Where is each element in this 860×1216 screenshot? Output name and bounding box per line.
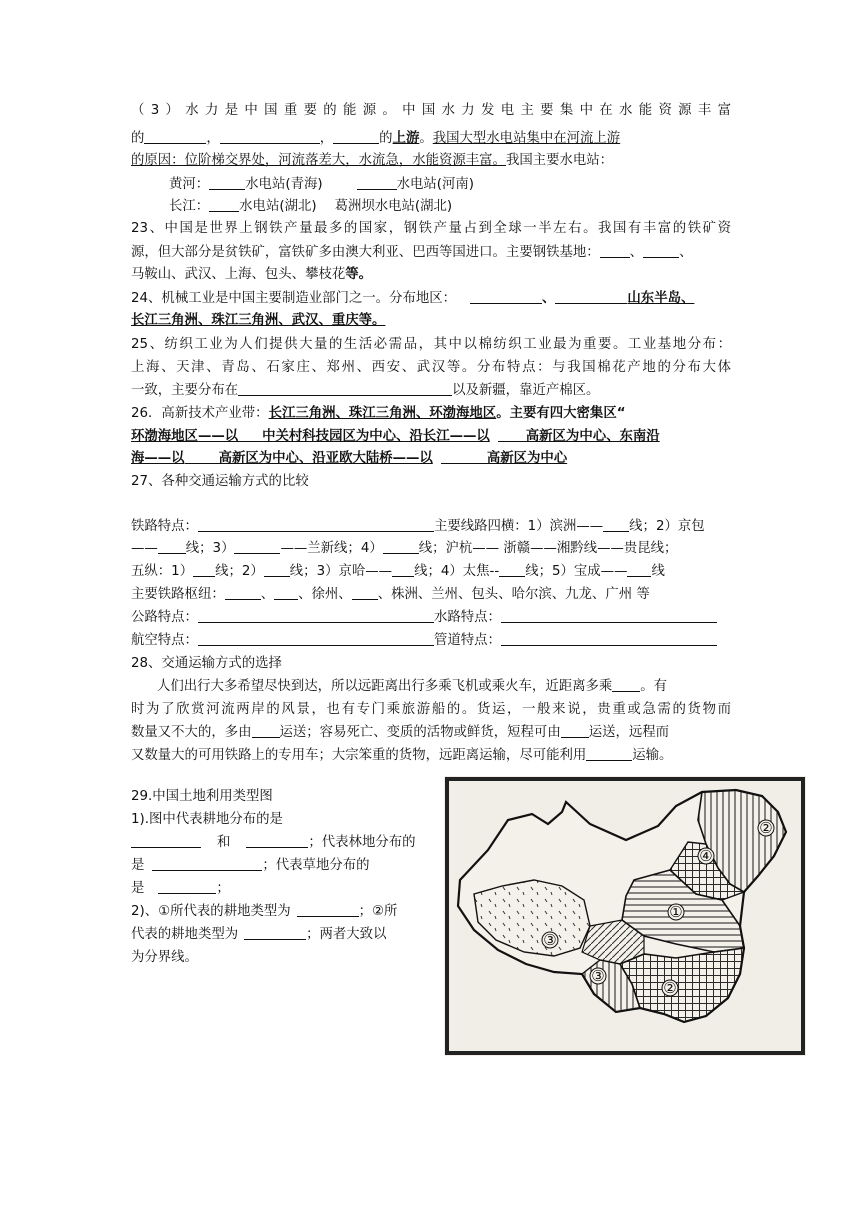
q26-line2 [131, 426, 731, 448]
blank[interactable] [498, 427, 526, 442]
blank[interactable] [499, 562, 525, 577]
text: 线；4）太焦-- [414, 564, 500, 579]
text: 水电站(湖北) [239, 199, 317, 214]
blank[interactable] [392, 562, 414, 577]
text: 五纵：1） [131, 564, 194, 579]
text: 主要线路四横：1）滨洲—— [433, 519, 604, 534]
text: 源，但大部分是贫铁矿，富铁矿多由澳大利亚、巴西等国进口。主要钢铁基地： [131, 245, 600, 260]
q27-air-pipe [131, 630, 731, 652]
q25-line2: 上海、天津、青岛、石家庄、郑州、西安、武汉等。分布特点：与我国棉花产地的分布大体 [131, 360, 731, 375]
text: 一致，主要分布在 [131, 383, 239, 398]
text: 又数量大的可用铁路上的专用车；大宗笨重的货物，远距离运输，尽可能利用 [131, 748, 587, 763]
text: 线；5）宝成—— [525, 564, 628, 579]
map-figure [444, 776, 806, 1056]
map-label-4: ④ [699, 847, 713, 865]
text: ；代表林地分布的 [308, 835, 416, 850]
q28-line3 [131, 722, 731, 744]
blank[interactable] [643, 243, 679, 258]
text: 是 [131, 858, 145, 873]
text: 2）京包 [655, 519, 705, 534]
blank[interactable] [555, 289, 627, 304]
q24-line1 [131, 288, 731, 310]
blank[interactable] [501, 608, 717, 623]
text: 线；3）京哈—— [289, 564, 393, 579]
q29-l4 [131, 878, 431, 900]
text-bold: 高新区为中心、东南沿 [525, 429, 660, 444]
blank[interactable] [238, 427, 262, 442]
text: 管道特点： [433, 633, 501, 648]
text: 线；2） [215, 564, 264, 579]
text: 、徐州、 [298, 587, 352, 602]
q27-title: 27、各种交通运输方式的比较 [131, 474, 309, 489]
blank[interactable] [244, 925, 306, 940]
q29-l1: 1).图中代表耕地分布的是 [131, 812, 283, 827]
text: 马鞍山、武汉、上海、包头、攀枝花 [131, 267, 346, 282]
text: 线；3） [185, 541, 235, 556]
blank[interactable] [246, 833, 308, 848]
text: ——兰新线；4） [280, 541, 383, 556]
text: 水电站(河南) [396, 177, 474, 192]
text: 是 [131, 881, 145, 896]
blank[interactable] [198, 631, 434, 646]
text: 的 [131, 131, 145, 146]
map-label-3: ③ [543, 931, 557, 949]
text: 数量又不大的，多由 [131, 725, 252, 740]
q29-l2 [131, 832, 431, 854]
blank[interactable] [238, 381, 452, 396]
text: 。有 [640, 679, 668, 694]
text-bold: 上游 [392, 131, 420, 146]
text: 长江： [169, 199, 210, 214]
text: 线 [651, 564, 665, 579]
q28-line1 [157, 676, 731, 698]
blank[interactable] [225, 585, 261, 600]
q22-changjiang [169, 196, 729, 218]
blank[interactable] [274, 585, 298, 600]
blank[interactable] [209, 197, 239, 212]
text: 人们出行大多希望尽快到达，所以远距离出行多乘飞机或乘火车，近距离多乘 [157, 679, 613, 694]
q28-line4 [131, 745, 731, 767]
blank[interactable] [185, 449, 219, 464]
blank[interactable] [220, 129, 320, 144]
text-underlined: 我国大型水电站集中在河流上游 [432, 131, 621, 146]
q24-line2: 长江三角洲、珠江三角洲、武汉、重庆等。 [131, 313, 386, 328]
text: 水电站(青海) [245, 177, 323, 192]
map-label-5: ② [759, 819, 773, 837]
blank[interactable] [501, 631, 717, 646]
text: ；②所 [358, 904, 398, 919]
text: 运送；容易死亡、变质的活物或鲜货，短程可由 [279, 725, 561, 740]
blank[interactable] [152, 856, 262, 871]
blank[interactable] [198, 608, 434, 623]
text: 24、机械工业是中国主要制造业部门之一。分布地区： [131, 291, 457, 306]
blank[interactable] [193, 562, 215, 577]
blank[interactable] [470, 289, 542, 304]
text: 、 [679, 245, 693, 260]
q28-line2: 时为了欣赏河流两岸的风景，也有专门乘旅游船的。货运，一般来说，贵重或急需的货物而 [131, 702, 731, 717]
text: ， [206, 131, 220, 146]
text-bold: 山东半岛、 [627, 291, 695, 306]
text-bold: 。主要有四大密集区“ [496, 406, 626, 421]
q22-huanghe [169, 174, 729, 196]
blank[interactable] [234, 539, 280, 554]
blank[interactable] [561, 723, 589, 738]
text: 运输。 [632, 748, 673, 763]
map-label-6: ③ [591, 967, 605, 985]
text: 航空特点： [131, 633, 198, 648]
text-underlined: 的原因：位阶梯交界处，河流落差大，水流急，水能资源丰富。 [131, 153, 506, 168]
text-bold: 高新区为中心、沿亚欧大陆桥——以 [218, 451, 433, 466]
blank[interactable] [441, 449, 487, 464]
text: 的 [379, 131, 393, 146]
q27-hubs [131, 584, 731, 606]
q26-line1 [131, 403, 731, 425]
text: 、 [629, 245, 644, 260]
text: 葛洲坝水电站(湖北) [334, 199, 453, 214]
q29-l5 [131, 901, 431, 923]
q23-line2 [131, 242, 731, 264]
q27-road-water [131, 607, 731, 629]
text-bold: 高新区为中心 [486, 451, 568, 466]
q29-l7: 为分界线。 [131, 950, 198, 965]
blank[interactable] [209, 175, 245, 190]
text: 线；沪杭—— 浙赣——湘黔线——贵昆线； [418, 541, 678, 556]
blank[interactable] [603, 517, 629, 532]
q29-title: 29.中国土地利用类型图 [131, 789, 273, 804]
text: 和 [217, 835, 231, 850]
text: 水路特点： [433, 610, 501, 625]
text: 黄河： [169, 177, 210, 192]
blank[interactable] [264, 562, 290, 577]
blank[interactable] [352, 585, 378, 600]
q23-line3 [131, 264, 731, 286]
text: 2)、①所代表的耕地类型为 [131, 904, 291, 919]
blank[interactable] [158, 539, 186, 554]
blank[interactable] [586, 746, 632, 761]
q22-line2 [131, 128, 731, 150]
text: 。 [419, 131, 433, 146]
blank[interactable] [383, 539, 419, 554]
text-bold: 中关村科技园区为中心、沿长江——以 [262, 429, 490, 444]
text-bold: 环渤海地区——以 [131, 429, 239, 444]
text: 26．高新技术产业带： [131, 406, 269, 421]
text: 运送，远程而 [588, 725, 670, 740]
q29-l3 [131, 855, 431, 877]
text: 代表的耕地类型为 [131, 927, 239, 942]
q22-line1: （3）水力是中国重要的能源。中国水力发电主要集中在水能资源丰富 [131, 103, 731, 118]
blank[interactable] [297, 902, 359, 917]
text: ；代表草地分布的 [262, 858, 370, 873]
text: 主要铁路枢纽： [131, 587, 225, 602]
blank[interactable] [158, 879, 216, 894]
q25-line3 [131, 380, 731, 402]
map-label-1: ① [669, 903, 683, 921]
q26-line3 [131, 448, 731, 470]
text: ； [216, 881, 230, 896]
text: 我国主要水电站： [505, 153, 614, 168]
blank[interactable] [357, 175, 397, 190]
text: ；两者大致以 [306, 927, 387, 942]
q28-title: 28、交通运输方式的选择 [131, 656, 282, 671]
text: —— [131, 541, 158, 556]
text: 以及新疆，靠近产棉区。 [452, 383, 600, 398]
q22-line3 [131, 150, 731, 172]
map-label-2: ② [663, 979, 677, 997]
blank[interactable] [333, 129, 379, 144]
text: 、株洲、兰州、包头、哈尔滨、九龙、广州 等 [377, 587, 650, 602]
q27-rail-line1 [131, 516, 731, 538]
blank[interactable] [600, 243, 630, 258]
text: 线； [629, 519, 656, 534]
blank[interactable] [627, 562, 651, 577]
q23-line1: 23、中国是世界上钢铁产量最多的国家，钢铁产量占到全球一半左右。我国有丰富的铁矿资 [131, 221, 731, 236]
text: 公路特点： [131, 610, 198, 625]
blank[interactable] [198, 517, 434, 532]
blank[interactable] [612, 677, 640, 692]
text-bold: 海——以 [131, 451, 185, 466]
text-bold: 等。 [345, 267, 373, 282]
china-land-use-map [444, 776, 806, 1056]
text: 、 [542, 291, 556, 306]
q27-rail-line2 [131, 538, 731, 560]
q27-rail-line3 [131, 561, 731, 583]
q25-line1: 25、纺织工业为人们提供大量的生活必需品，其中以棉纺织工业最为重要。工业基地分布： [131, 337, 731, 352]
text: 、 [260, 587, 275, 602]
q29-l6 [131, 924, 431, 946]
blank[interactable] [252, 723, 280, 738]
blank[interactable] [144, 129, 206, 144]
text: 铁路特点： [131, 519, 198, 534]
blank[interactable] [131, 833, 201, 848]
text: ， [319, 131, 334, 146]
text-bold: 长江三角洲、珠江三角洲、环渤海地区 [268, 406, 497, 421]
